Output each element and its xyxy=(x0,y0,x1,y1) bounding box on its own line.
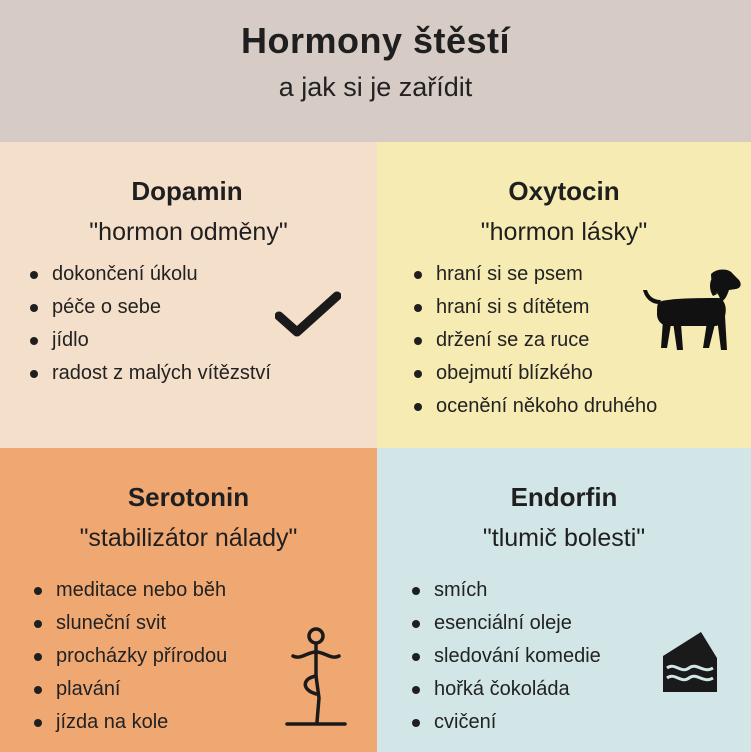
hormone-name: Oxytocin xyxy=(508,176,620,206)
list-item: dokončení úkolu xyxy=(26,258,271,291)
list-item: hraní si s dítětem xyxy=(410,291,657,324)
list-item: radost z malých vítězství xyxy=(26,357,271,390)
list-item: ocenění někoho druhého xyxy=(410,390,657,423)
hormone-name: Endorfin xyxy=(510,482,618,512)
activity-list xyxy=(410,258,657,423)
quadrant-endorfin xyxy=(377,448,751,752)
cake-slice-icon xyxy=(659,628,723,696)
list-item: meditace nebo běh xyxy=(30,574,227,607)
list-item: sluneční svit xyxy=(30,607,227,640)
activity-list xyxy=(26,258,271,390)
list-item: plavání xyxy=(30,673,227,706)
list-item: držení se za ruce xyxy=(410,324,657,357)
hormone-nickname: "hormon odměny" xyxy=(89,218,288,246)
list-item: péče o sebe xyxy=(26,291,271,324)
page-title: Hormony štěstí xyxy=(240,20,511,61)
checkmark-icon xyxy=(275,290,341,338)
hormone-nickname: "stabilizátor nálady" xyxy=(79,524,298,552)
list-item: obejmutí blízkého xyxy=(410,357,657,390)
quadrant-serotonin xyxy=(0,448,377,752)
list-item: hořká čokoláda xyxy=(408,673,601,706)
hormone-nickname: "hormon lásky" xyxy=(480,218,648,246)
quadrant-oxytocin xyxy=(377,142,751,448)
hormone-nickname: "tlumič bolesti" xyxy=(482,524,646,552)
hormone-name: Dopamin xyxy=(131,176,243,206)
yoga-pose-icon xyxy=(283,626,349,730)
hormone-name: Serotonin xyxy=(127,482,250,512)
page-subtitle: a jak si je zařídit xyxy=(278,72,473,102)
list-item: esenciální oleje xyxy=(408,607,601,640)
dog-icon xyxy=(639,268,743,352)
list-item: procházky přírodou xyxy=(30,640,227,673)
list-item: hraní si se psem xyxy=(410,258,657,291)
quadrant-dopamin xyxy=(0,142,377,448)
list-item: jízda na kole xyxy=(30,706,227,739)
list-item: jídlo xyxy=(26,324,271,357)
list-item: sledování komedie xyxy=(408,640,601,673)
header xyxy=(0,0,751,142)
list-item: cvičení xyxy=(408,706,601,739)
activity-list xyxy=(30,574,227,739)
list-item: smích xyxy=(408,574,601,607)
activity-list xyxy=(408,574,601,739)
